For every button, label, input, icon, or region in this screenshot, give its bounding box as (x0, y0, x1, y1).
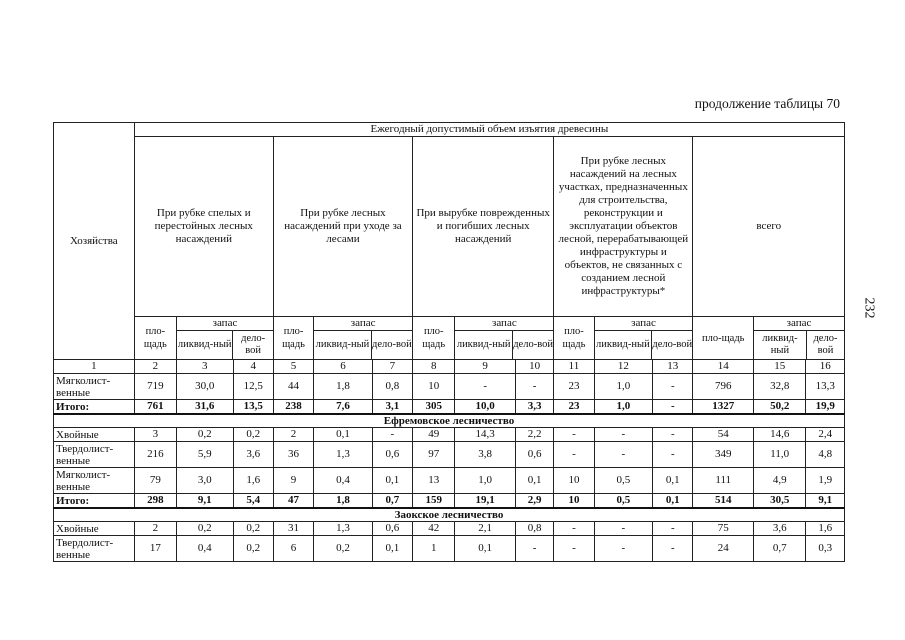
timber-harvest-table (53, 122, 845, 562)
table-cell: 79 (134, 468, 176, 494)
stock-header-group (314, 317, 413, 360)
column-number: 16 (806, 360, 845, 374)
group-header-total: всего (693, 137, 845, 317)
table-cell: 1,3 (314, 442, 373, 468)
table-cell: 5,9 (177, 442, 233, 468)
stock-header: запас (314, 317, 412, 331)
liquid-header: ликвид-ный (314, 331, 372, 359)
table-cell: 238 (273, 400, 313, 415)
households-header: Хозяйства (54, 123, 135, 360)
page-number: 232 (861, 297, 877, 319)
table-cell: 0,1 (372, 468, 412, 494)
table-cell: - (554, 536, 594, 562)
table-cell: 10 (413, 374, 455, 400)
liquid-header: ликвид-ный (595, 331, 653, 359)
table-cell: 31,6 (177, 400, 233, 415)
table-cell: 0,2 (233, 522, 273, 536)
table-cell: 1,0 (594, 374, 653, 400)
table-cell: 14,6 (753, 428, 805, 442)
table-cell: 44 (273, 374, 313, 400)
table-cell: - (594, 522, 653, 536)
table-cell: 54 (693, 428, 754, 442)
table-row (54, 468, 845, 494)
column-number: 15 (753, 360, 805, 374)
table-caption: продолжение таблицы 70 (694, 96, 840, 111)
table-body (54, 374, 845, 562)
table-cell: 0,2 (233, 536, 273, 562)
table-cell: 111 (693, 468, 754, 494)
stock-header: запас (455, 317, 553, 331)
stock-header-group (594, 317, 693, 360)
row-name: Итого: (54, 400, 135, 415)
table-cell: 0,2 (177, 428, 233, 442)
table-row (54, 428, 845, 442)
column-number: 2 (134, 360, 176, 374)
table-cell: 49 (413, 428, 455, 442)
column-number: 7 (372, 360, 412, 374)
stock-header: запас (177, 317, 273, 331)
table-header (54, 123, 845, 374)
liquid-header: ликвид-ный (455, 331, 513, 359)
table-cell: 9,1 (177, 494, 233, 509)
table-cell: 3,8 (455, 442, 516, 468)
table-row (54, 374, 845, 400)
table-cell: 42 (413, 522, 455, 536)
table-cell: 761 (134, 400, 176, 415)
table-cell: 0,2 (233, 428, 273, 442)
section-row (54, 414, 845, 428)
table-cell: 216 (134, 442, 176, 468)
table-cell: 13,5 (233, 400, 273, 415)
table-cell: 13 (413, 468, 455, 494)
row-name: Мягколист-венные (54, 468, 135, 494)
table-cell: 10 (554, 494, 594, 509)
column-number: 5 (273, 360, 313, 374)
section-title: Ефремовское лесничество (54, 414, 845, 428)
stock-header: запас (595, 317, 693, 331)
table-cell: 75 (693, 522, 754, 536)
table-cell: - (653, 442, 693, 468)
table-cell: 30,5 (753, 494, 805, 509)
table-cell: 0,4 (177, 536, 233, 562)
table-cell: 2 (134, 522, 176, 536)
table-cell: - (515, 374, 553, 400)
column-number: 3 (177, 360, 233, 374)
table-cell: 0,2 (177, 522, 233, 536)
column-number: 10 (515, 360, 553, 374)
section-row (54, 508, 845, 522)
table-cell: 0,2 (314, 536, 373, 562)
liquid-header: ликвид-ный (754, 331, 807, 359)
column-number: 9 (455, 360, 516, 374)
stock-header: запас (754, 317, 844, 331)
table-cell: 36 (273, 442, 313, 468)
table-cell: - (653, 400, 693, 415)
total-row (54, 400, 845, 415)
table-cell: 14,3 (455, 428, 516, 442)
table-cell: - (653, 522, 693, 536)
table-row (54, 522, 845, 536)
annual-volume-header: Ежегодный допустимый объем изъятия древесины (134, 123, 844, 137)
table-cell: 0,7 (753, 536, 805, 562)
area-header: пло-щадь (134, 317, 176, 360)
business-header: дело-вой (372, 339, 412, 350)
table-cell: 0,5 (594, 468, 653, 494)
liquid-header: ликвид-ный (177, 331, 233, 359)
table-cell: 19,1 (455, 494, 516, 509)
table-cell: 3,1 (372, 400, 412, 415)
row-name: Хвойные (54, 522, 135, 536)
row-name: Твердолист-венные (54, 536, 135, 562)
table-cell: 1,0 (455, 468, 516, 494)
column-number: 14 (693, 360, 754, 374)
table-cell: 11,0 (753, 442, 805, 468)
area-header: пло-щадь (413, 317, 455, 360)
table-cell: 2,2 (515, 428, 553, 442)
column-number: 13 (653, 360, 693, 374)
table-cell: 7,6 (314, 400, 373, 415)
table-cell: 0,1 (653, 494, 693, 509)
table-cell: 2 (273, 428, 313, 442)
table-cell: 0,1 (455, 536, 516, 562)
group-header-mature: При рубке спелых и перестойных лесных насаждений (134, 137, 273, 317)
business-header: дело-вой (513, 339, 553, 350)
table-cell: 2,9 (515, 494, 553, 509)
column-number: 4 (233, 360, 273, 374)
table-cell: 3,6 (753, 522, 805, 536)
table-cell: 1,0 (594, 400, 653, 415)
table-cell: - (554, 522, 594, 536)
business-header: дело-вой (652, 339, 693, 350)
table-cell: 6 (273, 536, 313, 562)
table-cell: 1,9 (806, 468, 845, 494)
table-cell: - (554, 428, 594, 442)
table-cell: - (554, 442, 594, 468)
table-cell: 19,9 (806, 400, 845, 415)
section-title: Заокское лесничество (54, 508, 845, 522)
table-cell: 796 (693, 374, 754, 400)
table-cell: 0,6 (372, 522, 412, 536)
stock-header-group (177, 317, 274, 360)
table-cell: 17 (134, 536, 176, 562)
table-cell: - (372, 428, 412, 442)
column-number: 12 (594, 360, 653, 374)
table-cell: - (594, 428, 653, 442)
column-number: 11 (554, 360, 594, 374)
row-name: Твердолист-венные (54, 442, 135, 468)
table-cell: 9 (273, 468, 313, 494)
table-cell: 3,6 (233, 442, 273, 468)
table-cell: 12,5 (233, 374, 273, 400)
table-cell: 32,8 (753, 374, 805, 400)
table-cell: 0,1 (314, 428, 373, 442)
table-cell: 0,8 (372, 374, 412, 400)
table-row (54, 442, 845, 468)
table-cell: 0,1 (372, 536, 412, 562)
table-cell: 0,6 (515, 442, 553, 468)
row-name: Хвойные (54, 428, 135, 442)
table-cell: - (455, 374, 516, 400)
table-cell: 4,8 (806, 442, 845, 468)
table-cell: 298 (134, 494, 176, 509)
table-cell: 0,1 (515, 468, 553, 494)
table-cell: 50,2 (753, 400, 805, 415)
table-cell: - (515, 536, 553, 562)
table-cell: 3,3 (515, 400, 553, 415)
group-header-construction: При рубке лесных насаждений на лесных участках, предназначенных для строительства, реконструкции и эксплуатации объектов лесной, перерабатывающей инфраструктуры и объектов, не связанных с созданием лесной инфраструктуры* (554, 137, 693, 317)
table-cell: 30,0 (177, 374, 233, 400)
table-cell: 1,8 (314, 494, 373, 509)
row-name: Итого: (54, 494, 135, 509)
table-cell: 4,9 (753, 468, 805, 494)
table-cell: 97 (413, 442, 455, 468)
table-cell: 13,3 (806, 374, 845, 400)
table-cell: 159 (413, 494, 455, 509)
table-cell: 0,4 (314, 468, 373, 494)
table-cell: 2,4 (806, 428, 845, 442)
table-cell: 10 (554, 468, 594, 494)
area-header: пло-щадь (273, 317, 313, 360)
table-cell: 0,6 (372, 442, 412, 468)
business-header: дело-вой (813, 333, 838, 356)
column-number: 6 (314, 360, 373, 374)
table-cell: 349 (693, 442, 754, 468)
table-cell: 0,7 (372, 494, 412, 509)
table-cell: 2,1 (455, 522, 516, 536)
area-header: пло-щадь (693, 317, 754, 360)
table-cell: 3 (134, 428, 176, 442)
table-cell: 1,3 (314, 522, 373, 536)
table-cell: 3,0 (177, 468, 233, 494)
table-cell: 514 (693, 494, 754, 509)
table-cell: 0,3 (806, 536, 845, 562)
total-row (54, 494, 845, 509)
table-cell: 1327 (693, 400, 754, 415)
table-cell: - (653, 374, 693, 400)
table-cell: 719 (134, 374, 176, 400)
table-cell: 0,5 (594, 494, 653, 509)
group-header-thinning: При рубке лесных насаждений при уходе за лесами (273, 137, 412, 317)
table-cell: 1,8 (314, 374, 373, 400)
stock-header-group (455, 317, 554, 360)
table-cell: 1,6 (806, 522, 845, 536)
table-cell: 1,6 (233, 468, 273, 494)
row-name: Мягколист-венные (54, 374, 135, 400)
table-cell: 9,1 (806, 494, 845, 509)
stock-header-group (753, 317, 844, 360)
business-header: дело-вой (241, 333, 266, 356)
table-cell: 0,1 (653, 468, 693, 494)
table-cell: 1 (413, 536, 455, 562)
table-cell: - (653, 428, 693, 442)
table-cell: 5,4 (233, 494, 273, 509)
table-cell: 23 (554, 400, 594, 415)
group-header-damaged: При вырубке поврежденных и погибших лесных насаждений (413, 137, 554, 317)
column-number: 8 (413, 360, 455, 374)
table-cell: 47 (273, 494, 313, 509)
table-row (54, 536, 845, 562)
table-cell: 24 (693, 536, 754, 562)
area-header: пло-щадь (554, 317, 594, 360)
table-cell: - (594, 536, 653, 562)
table-cell: 305 (413, 400, 455, 415)
table-cell: 31 (273, 522, 313, 536)
table-cell: 0,8 (515, 522, 553, 536)
column-number: 1 (54, 360, 135, 374)
table-cell: 23 (554, 374, 594, 400)
table-cell: - (594, 442, 653, 468)
table-cell: - (653, 536, 693, 562)
table-cell: 10,0 (455, 400, 516, 415)
